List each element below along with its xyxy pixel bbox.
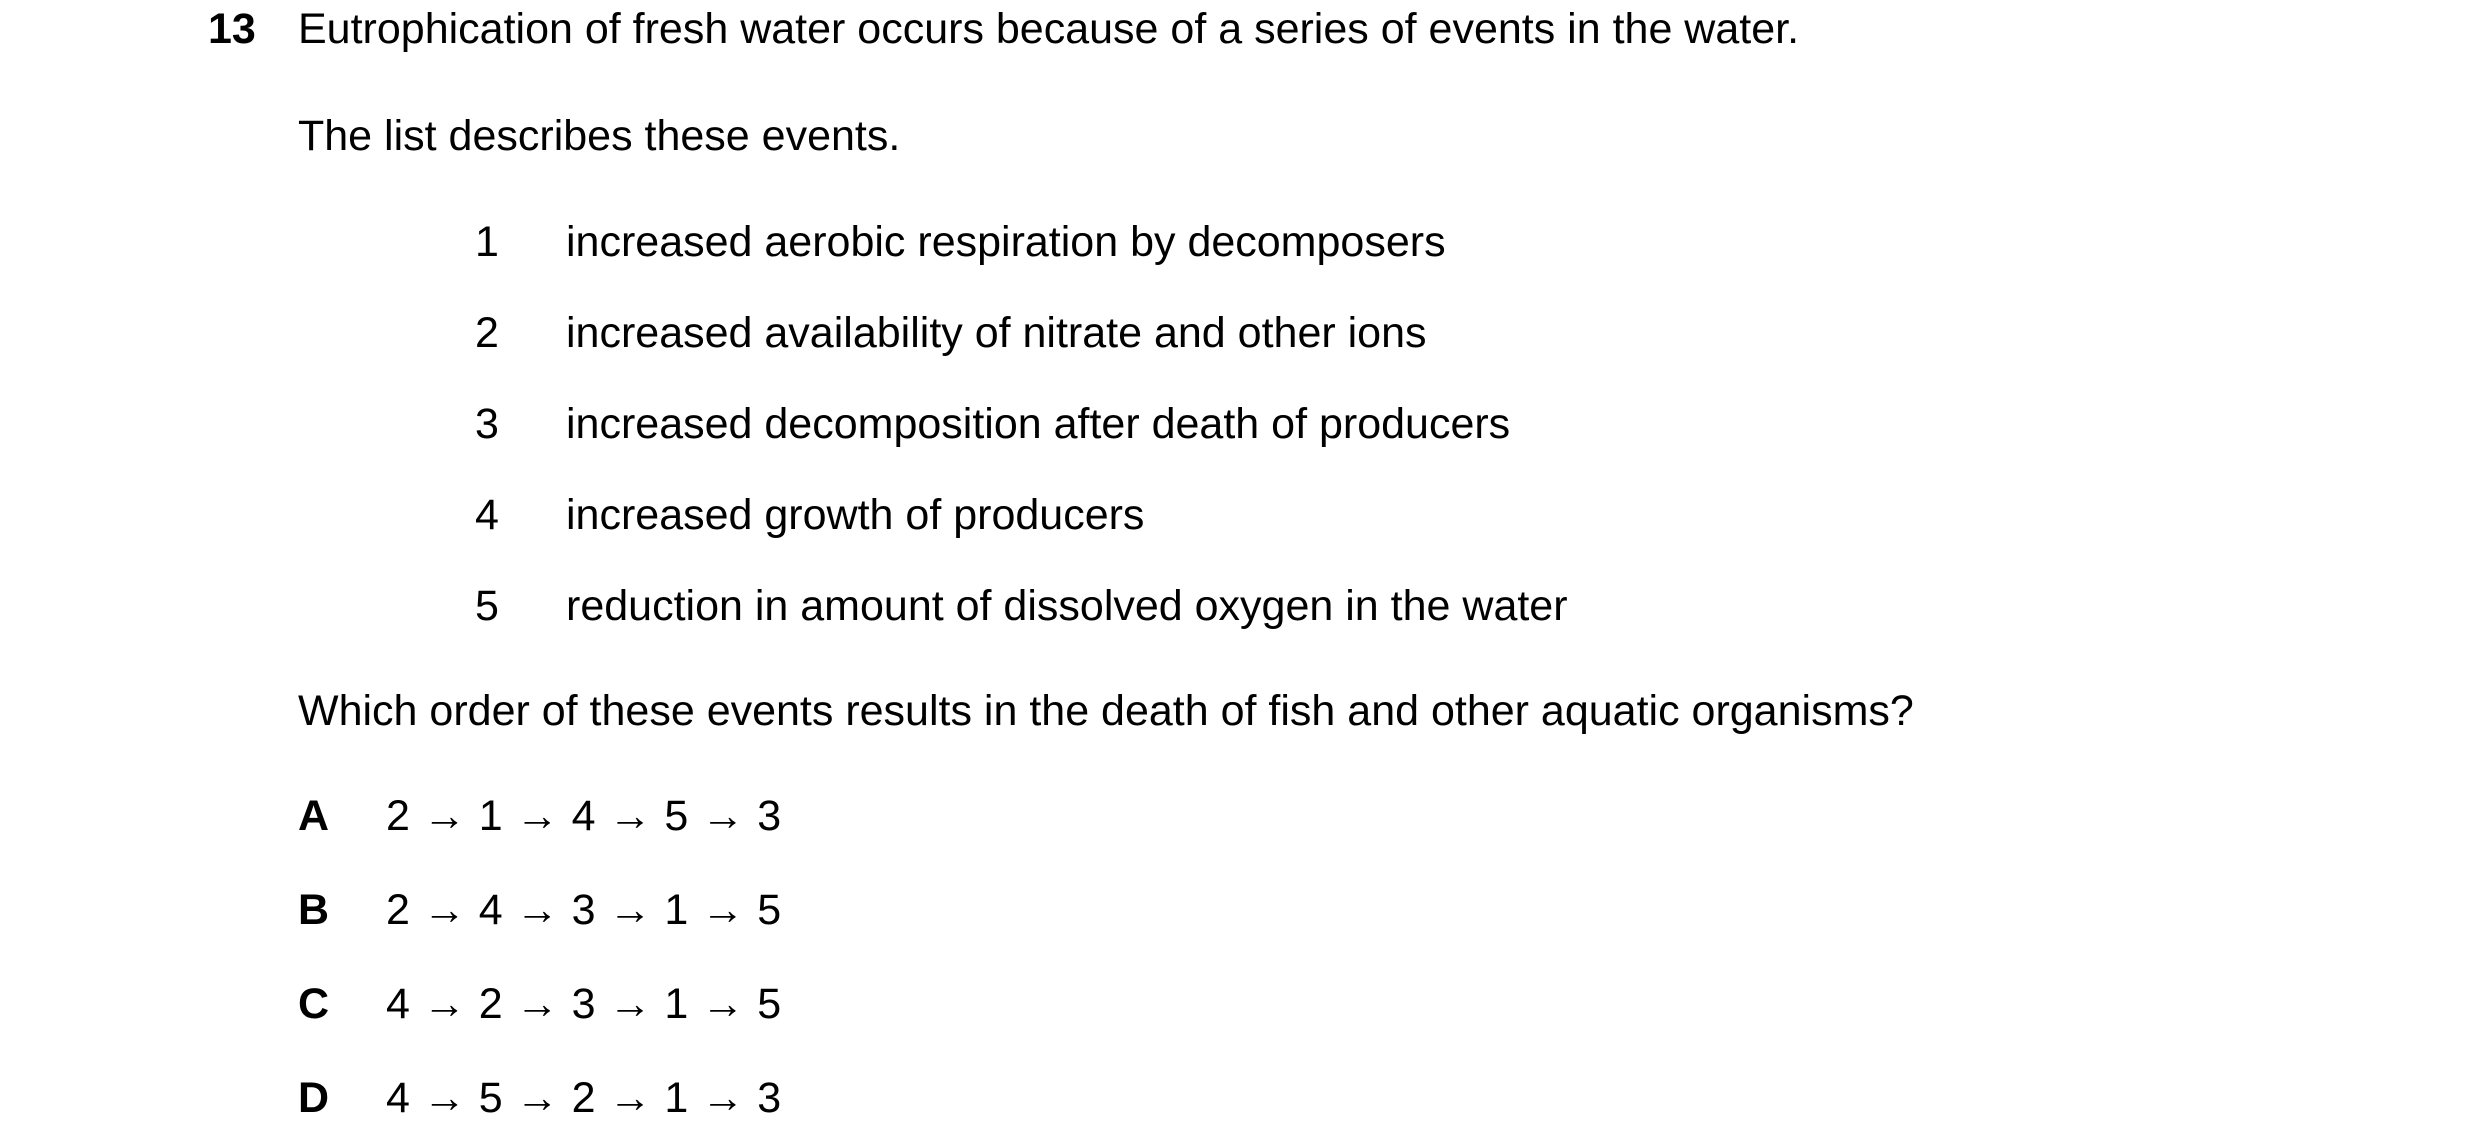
event-number: 3 (475, 400, 499, 448)
question-prompt: Which order of these events results in the death of fish and other aquatic organisms? (298, 687, 1914, 735)
option-letter: A (298, 792, 330, 840)
event-number: 4 (475, 491, 499, 539)
question-number: 13 (208, 5, 256, 53)
event-text: reduction in amount of dissolved oxygen in the water (566, 582, 1568, 630)
option-sequence: 2 → 4 → 3 → 1 → 5 (386, 886, 782, 934)
option-sequence: 4 → 5 → 2 → 1 → 3 (386, 1074, 782, 1122)
option-letter: C (298, 980, 330, 1028)
event-number: 5 (475, 582, 499, 630)
option-sequence: 4 → 2 → 3 → 1 → 5 (386, 980, 782, 1028)
question-stem: Eutrophication of fresh water occurs because of a series of events in the water. (298, 5, 1800, 53)
event-text: increased availability of nitrate and other ions (566, 309, 1427, 357)
event-number: 1 (475, 218, 499, 266)
option-sequence: 2 → 1 → 4 → 5 → 3 (386, 792, 782, 840)
list-intro: The list describes these events. (298, 112, 901, 160)
option-letter: B (298, 886, 330, 934)
event-text: increased decomposition after death of producers (566, 400, 1511, 448)
event-number: 2 (475, 309, 499, 357)
option-letter: D (298, 1074, 330, 1122)
event-text: increased aerobic respiration by decomposers (566, 218, 1446, 266)
event-text: increased growth of producers (566, 491, 1145, 539)
